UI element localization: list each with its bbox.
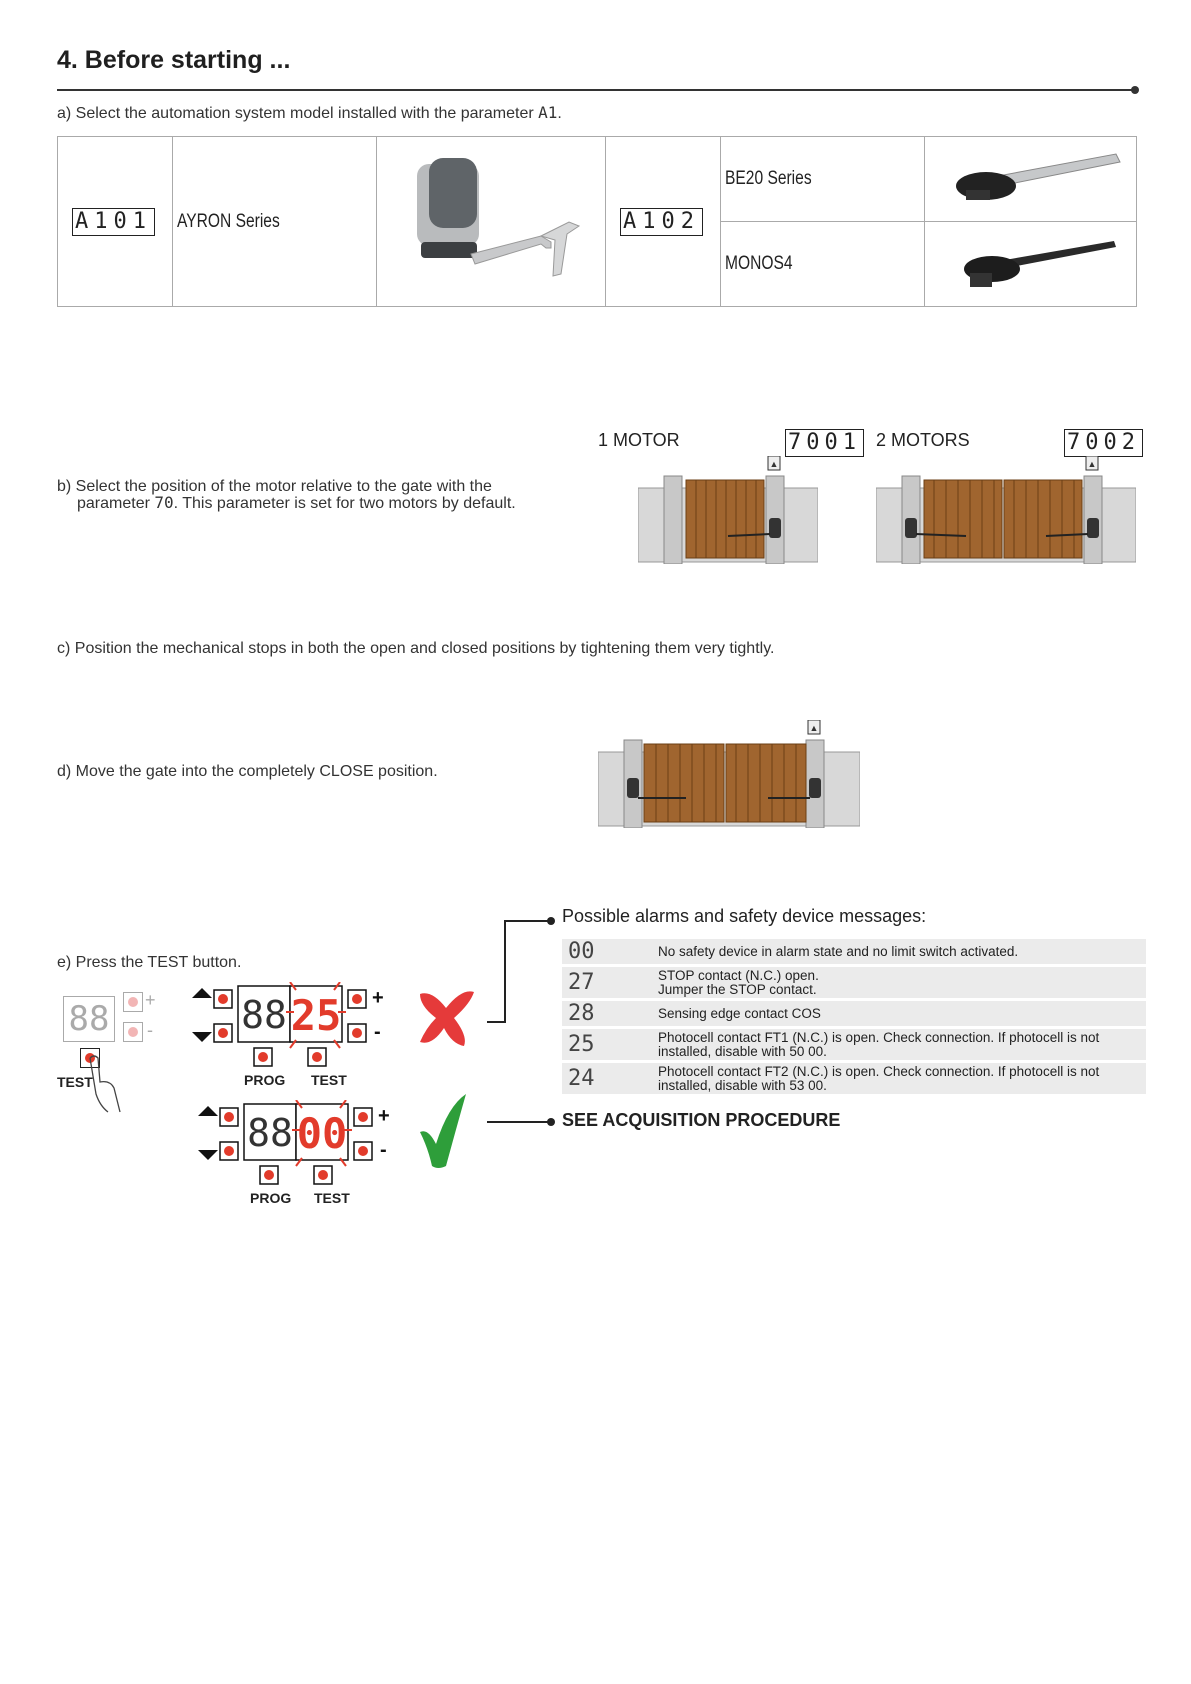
ok-prog-label: PROG xyxy=(250,1190,292,1206)
svg-text:88: 88 xyxy=(247,1111,293,1155)
idle-plus-sign: + xyxy=(145,990,156,1010)
svg-text:+: + xyxy=(378,1105,390,1127)
connector-ok-line xyxy=(487,1121,550,1123)
alarm-code: 25 xyxy=(562,1029,654,1060)
error-x-icon xyxy=(412,984,482,1050)
alarm-row xyxy=(562,967,1146,998)
alarm-description: Photocell contact FT2 (N.C.) is open. Check connection. If photocell is not installed, disable with 53 00. xyxy=(654,1063,1146,1094)
model-be20: BE20 Series xyxy=(725,168,812,189)
svg-text:+: + xyxy=(372,987,384,1009)
idle-minus-sign: - xyxy=(147,1020,153,1040)
alarm-code: 00 xyxy=(562,939,654,964)
error-prog-label: PROG xyxy=(244,1072,286,1088)
option-2-motors-code: 7002 xyxy=(1064,429,1146,457)
alarms-table xyxy=(562,936,1146,1097)
step-d-text: d) Move the gate into the completely CLOSE position. xyxy=(57,763,438,780)
ok-display-right: 00 xyxy=(296,1109,348,1158)
ayron-motor-image xyxy=(391,144,591,294)
option-2-motors-label: 2 MOTORS xyxy=(876,430,970,450)
idle-test-label: TEST xyxy=(57,1074,93,1090)
idle-minus-button[interactable] xyxy=(123,1022,143,1042)
svg-text:-: - xyxy=(374,1021,381,1043)
alarm-code: 27 xyxy=(562,967,654,998)
step-e-text: e) Press the TEST button. xyxy=(57,954,242,971)
code-a102: A102 xyxy=(620,208,703,236)
ok-test-label: TEST xyxy=(314,1190,350,1206)
ok-check-icon xyxy=(418,1092,474,1170)
control-panel-ok xyxy=(196,1100,406,1200)
finger-press-icon xyxy=(86,1054,126,1114)
model-ayron: AYRON Series xyxy=(177,210,280,232)
error-display-right: 25 xyxy=(290,991,342,1040)
page-title: 4. Before starting ... xyxy=(57,46,291,74)
alarm-row xyxy=(562,939,1146,964)
alarm-description: STOP contact (N.C.) open. Jumper the STOP contact. xyxy=(654,967,1146,998)
model-table xyxy=(57,136,1137,307)
idle-plus-button[interactable] xyxy=(123,992,143,1012)
title-rule xyxy=(57,89,1135,91)
error-display-left: 88 xyxy=(241,993,287,1037)
control-panel-error xyxy=(190,982,400,1082)
step-b-text: b) Select the position of the motor relative to the gate with the parameter 70. This parameter is set for two motors by default. xyxy=(57,478,516,512)
display-idle: 88 xyxy=(63,996,115,1042)
monos4-motor-image xyxy=(936,227,1126,297)
alarms-title: Possible alarms and safety device messages: xyxy=(562,906,927,926)
connector-ok-dot xyxy=(547,1118,555,1126)
gate-1-motor-diagram xyxy=(638,456,818,564)
alarm-row xyxy=(562,1029,1146,1060)
gate-2-motors-diagram xyxy=(876,456,1136,564)
step-a-text: a) Select the automation system model installed with the parameter A1. xyxy=(57,103,562,122)
alarm-row xyxy=(562,1063,1146,1094)
step-c-text: c) Position the mechanical stops in both the open and closed positions by tightening them very tightly. xyxy=(57,640,775,657)
option-1-motor-code: 7001 xyxy=(785,429,867,457)
svg-text:▲: ▲ xyxy=(1087,459,1097,469)
alarm-description: Photocell contact FT1 (N.C.) is open. Check connection. If photocell is not installed, disable with 50 00. xyxy=(654,1029,1146,1060)
alarm-code: 24 xyxy=(562,1063,654,1094)
svg-text:▲: ▲ xyxy=(809,723,819,733)
svg-text:▲: ▲ xyxy=(769,459,779,469)
title-rule-dot xyxy=(1131,86,1139,94)
error-test-label: TEST xyxy=(311,1072,347,1088)
alarm-description: No safety device in alarm state and no limit switch activated. xyxy=(654,939,1146,964)
connector-error-v xyxy=(504,920,506,1023)
model-monos4: MONOS4 xyxy=(725,253,793,274)
svg-text:-: - xyxy=(380,1139,387,1161)
connector-error-h2 xyxy=(504,920,550,922)
code-a101: A101 xyxy=(72,208,155,236)
be20-motor-image xyxy=(936,142,1126,212)
option-1-motor-label: 1 MOTOR xyxy=(598,430,680,450)
alarm-code: 28 xyxy=(562,1001,654,1026)
acquisition-link[interactable]: SEE ACQUISITION PROCEDURE xyxy=(562,1110,841,1130)
gate-closed-diagram xyxy=(598,720,860,828)
alarm-row xyxy=(562,1001,1146,1026)
alarm-description: Sensing edge contact COS xyxy=(654,1001,1146,1026)
connector-error-dot xyxy=(547,917,555,925)
